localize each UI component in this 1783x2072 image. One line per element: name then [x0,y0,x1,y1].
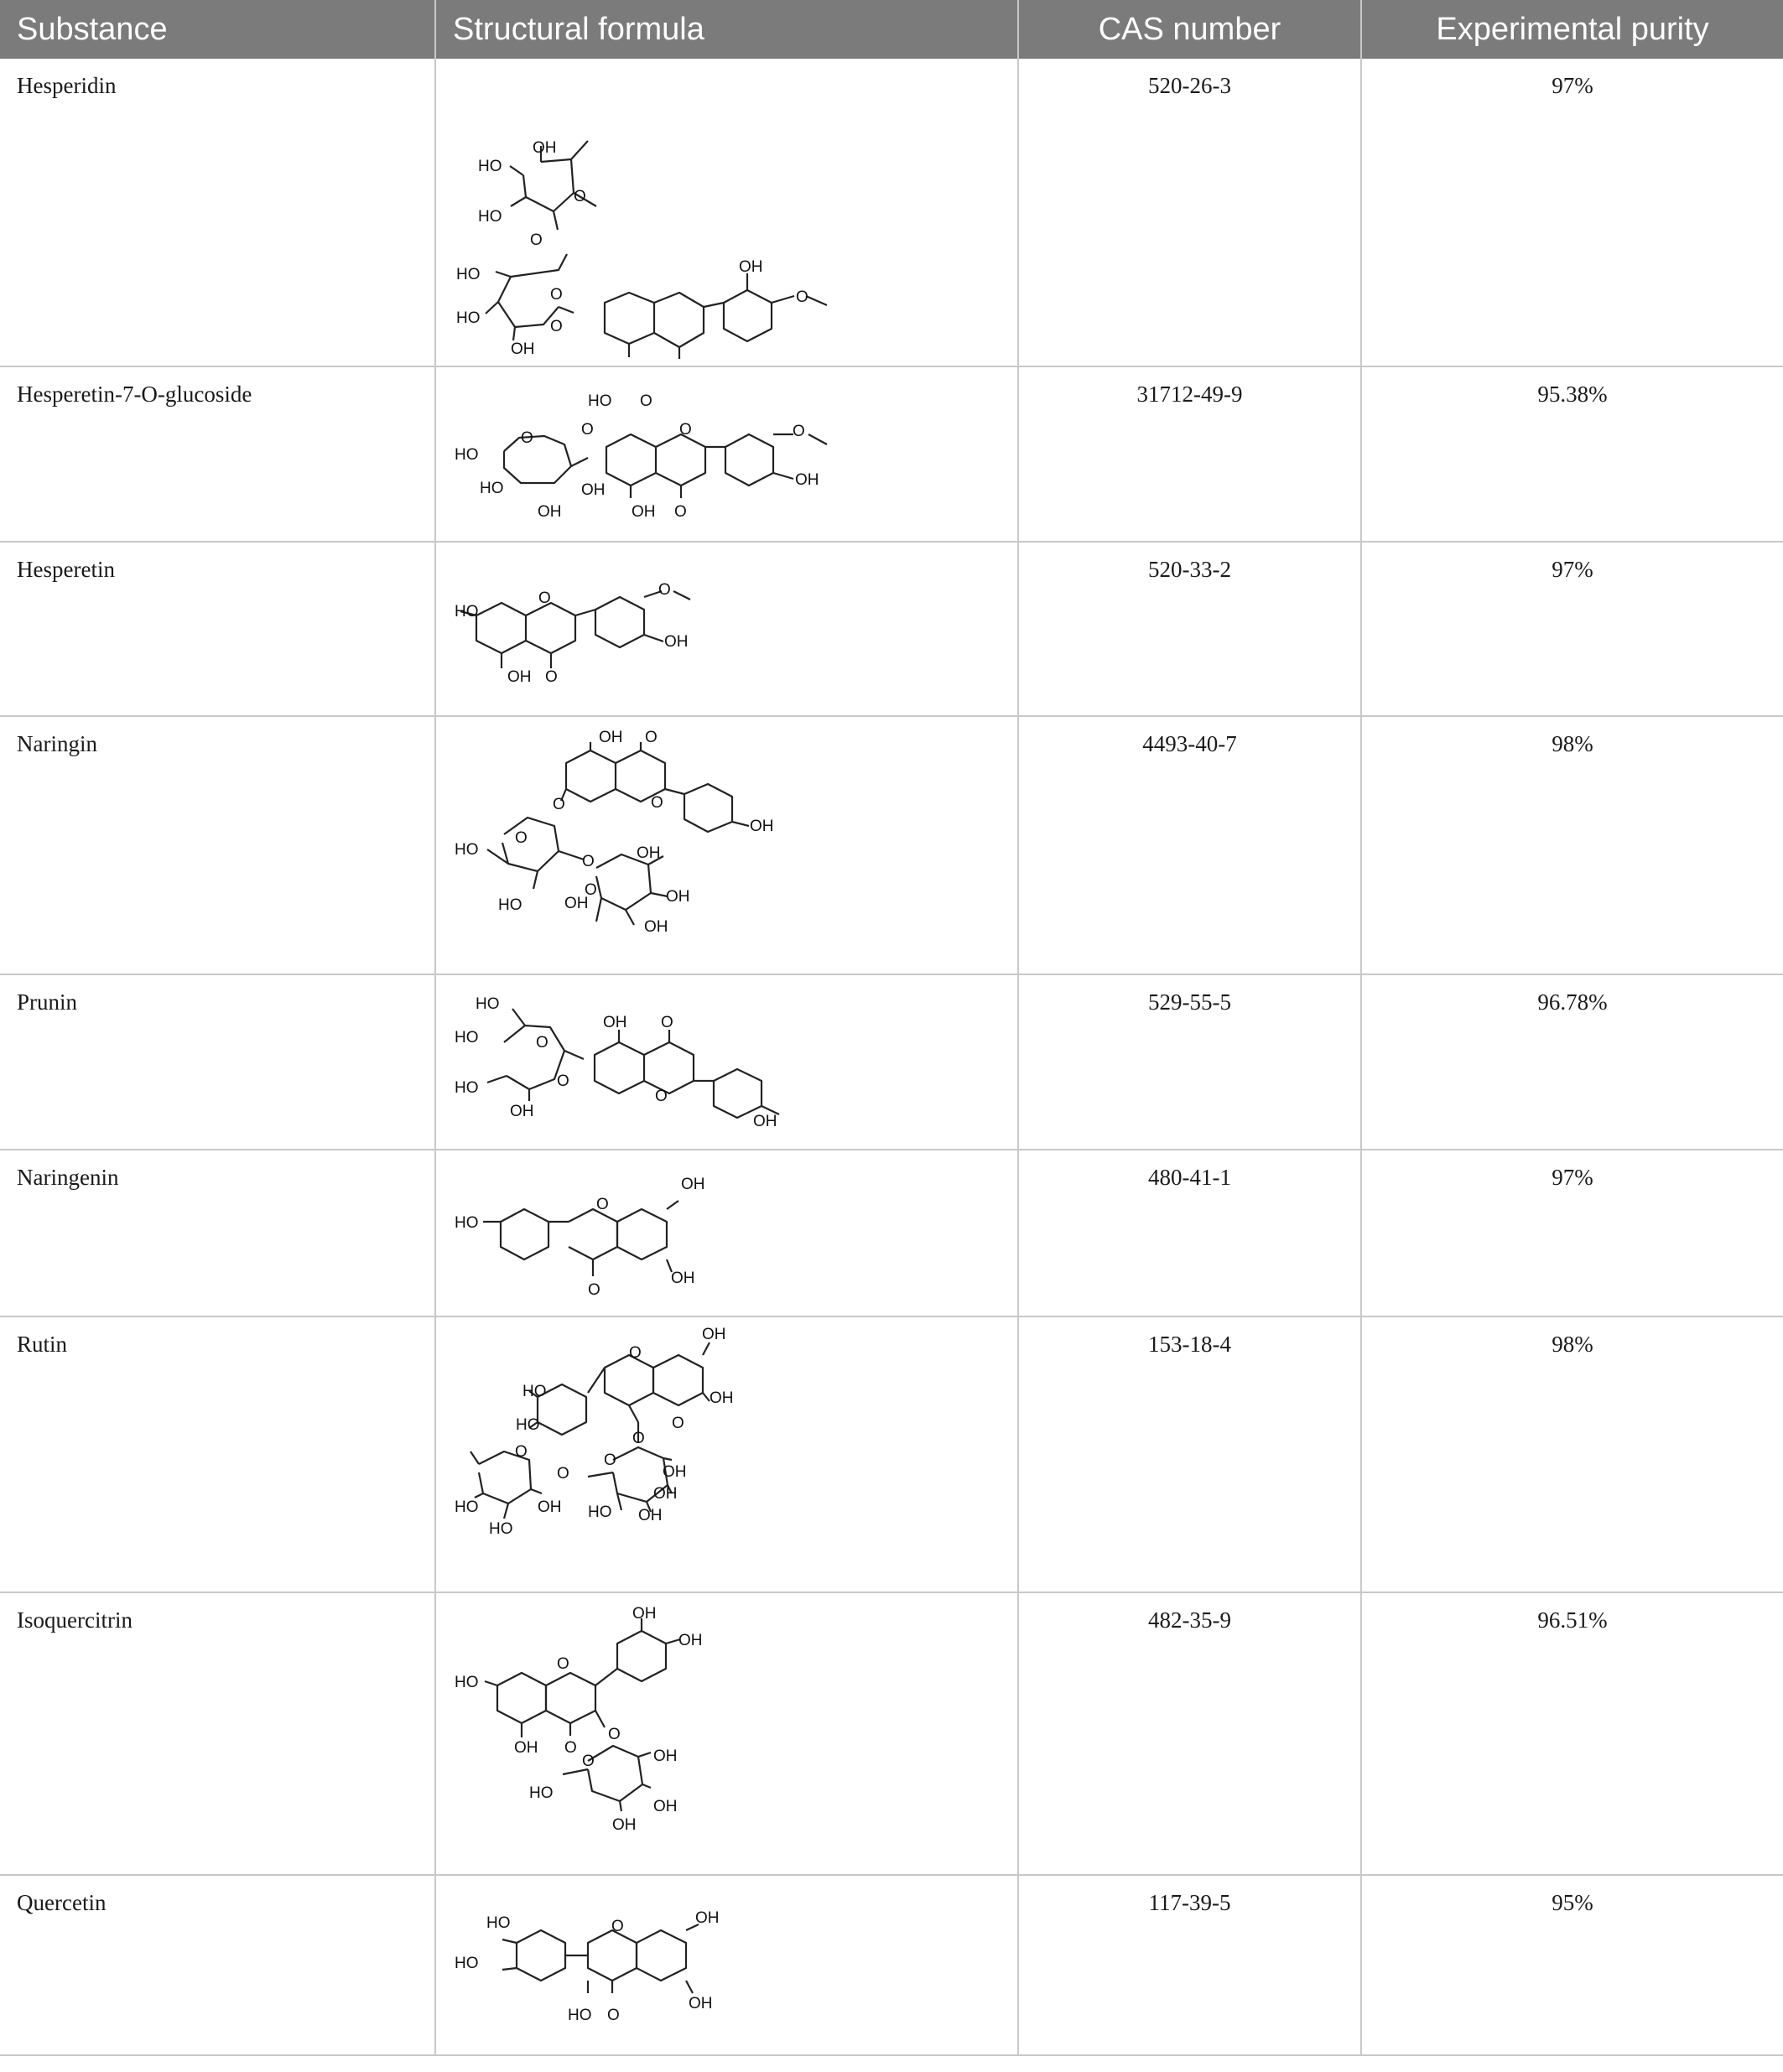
atom-label: O [582,853,595,870]
structure-prunin [436,975,1017,1150]
structure-cell [435,366,1018,542]
experimental-purity: 98% [1361,716,1783,974]
atom-label: OH [533,139,557,157]
atom-label: O [550,286,563,304]
structure-cell [435,1150,1018,1316]
atom-label: OH [564,895,589,912]
atom-label: OH [663,1463,687,1481]
structure-cell [435,974,1018,1150]
table-row [0,59,1783,366]
atom-label: HO [489,1520,513,1538]
atom-label: OH [689,1995,713,2012]
substance-name: Isoquercitrin [0,1592,435,1875]
atom-label: O [515,1443,528,1461]
atom-label: OH [514,1739,538,1757]
structure-naringin [436,717,1017,975]
atom-label: O [530,231,543,249]
table-row [0,542,1783,716]
atom-label: OH [695,1909,720,1927]
atom-label: HO [478,208,502,226]
atom-label: O [582,1753,595,1770]
atom-label: O [604,1451,616,1469]
atom-label: O [679,421,692,439]
atom-label: O [521,429,533,447]
experimental-purity: 97% [1361,542,1783,716]
atom-label: O [629,1344,642,1362]
atom-label: OH [795,471,819,489]
table-row [0,1316,1783,1592]
table-row [0,974,1783,1150]
atom-label: O [607,2007,620,2024]
atom-label: O [640,392,652,410]
atom-label: O [655,1088,668,1105]
cas-number: 520-26-3 [1018,59,1361,366]
atom-label: O [574,188,586,205]
atom-label: OH [507,668,532,686]
cas-number: 482-35-9 [1018,1592,1361,1875]
atom-label: HO [476,995,500,1013]
table-row [0,1875,1783,2055]
atom-label: HO [478,158,502,175]
atom-label: O [658,581,671,599]
atom-label: OH [664,633,689,651]
atom-label: HO [516,1416,540,1434]
substance-name: Prunin [0,974,435,1150]
atom-label: O [557,1465,569,1483]
experimental-purity: 97% [1361,59,1783,366]
atom-label: OH [581,481,606,499]
atom-label: OH [750,818,774,835]
cas-number: 153-18-4 [1018,1316,1361,1592]
structure-cell [435,1875,1018,2055]
atom-label: O [651,794,663,812]
experimental-purity: 97% [1361,1150,1783,1316]
atom-label: O [581,421,594,439]
atom-label: HO [455,603,479,621]
cas-number: 117-39-5 [1018,1875,1361,2055]
cas-number: 31712-49-9 [1018,366,1361,542]
atom-label: HO [480,480,504,497]
experimental-purity: 95.38% [1361,366,1783,542]
atom-label: OH [671,1270,695,1287]
atom-label: O [588,1281,600,1299]
atom-label: HO [455,1955,479,1972]
atom-label: O [796,288,808,306]
structure-cell [435,542,1018,716]
atom-label: OH [638,1507,663,1524]
atom-label: HO [529,1784,554,1802]
experimental-purity: 95% [1361,1875,1783,2055]
structure-cell [435,1592,1018,1875]
atom-label: O [536,1034,548,1052]
atom-label: O [661,1014,673,1031]
atom-label: O [674,503,687,521]
structure-cell [435,1316,1018,1592]
header-cas-number: CAS number [1018,0,1361,59]
atom-label: O [672,1415,684,1432]
atom-label: OH [702,1326,726,1343]
atom-label: O [632,1430,645,1447]
atom-label: OH [653,1485,678,1503]
experimental-purity: 98% [1361,1316,1783,1592]
atom-label: OH [681,1176,705,1193]
atom-label: OH [538,503,562,521]
atom-label: HO [568,2007,592,2024]
substance-name: Hesperidin [0,59,435,366]
atom-label: O [596,1196,609,1213]
atom-label: HO [455,1214,479,1232]
experimental-purity: 96.78% [1361,974,1783,1150]
structure-quercetin [436,1876,1017,2056]
atom-label: OH [599,729,623,746]
cas-number: 480-41-1 [1018,1150,1361,1316]
atom-label: O [793,423,805,440]
header-structural-formula: Structural formula [435,0,1018,59]
substance-name: Naringin [0,716,435,974]
atom-label: O [545,668,558,686]
atom-label: O [553,796,565,813]
atom-label: HO [455,1029,479,1046]
experimental-purity: 96.51% [1361,1592,1783,1875]
table-row [0,366,1783,542]
atom-label: OH [511,340,535,358]
cas-number: 4493-40-7 [1018,716,1361,974]
atom-label: OH [739,258,763,276]
atom-label: O [550,318,563,335]
structure-rutin [436,1317,1017,1593]
atom-label: OH [678,1632,703,1649]
substance-name: Naringenin [0,1150,435,1316]
atom-label: OH [753,1113,777,1130]
atom-label: O [538,589,551,607]
atom-label: OH [538,1498,562,1516]
atom-label: OH [603,1014,627,1031]
atom-label: O [557,1072,569,1090]
atom-label: HO [455,1079,479,1097]
substance-name: Quercetin [0,1875,435,2055]
atom-label: O [564,1739,577,1757]
header-substance: Substance [0,0,435,59]
atom-label: OH [632,1605,657,1623]
structure-cell [435,716,1018,974]
atom-label: O [611,1918,624,1935]
atom-label: HO [486,1914,511,1932]
atom-label: HO [588,1503,612,1521]
structure-hesperidin [436,59,1017,410]
atom-label: HO [455,446,479,464]
atom-label: HO [588,392,612,410]
cas-number: 520-33-2 [1018,542,1361,716]
atom-label: HO [456,309,481,327]
substance-name: Rutin [0,1316,435,1592]
atom-label: HO [455,841,479,859]
atom-label: OH [666,888,690,906]
atom-label: HO [522,1383,547,1400]
atom-label: HO [498,896,522,914]
table-row [0,1592,1783,1875]
atom-label: OH [637,844,661,862]
atom-label: HO [455,1498,479,1516]
structure-cell [435,59,1018,410]
atom-label: OH [510,1103,534,1120]
atom-label: O [608,1726,621,1743]
structure-naringenin [436,1150,1017,1317]
atom-label: O [515,829,528,847]
substance-name: Hesperetin-7-O-glucoside [0,366,435,542]
table-row [0,716,1783,974]
structure-hesperetin-7-o-glucoside [436,367,1017,543]
substance-name: Hesperetin [0,542,435,716]
atom-label: OH [644,918,668,936]
atom-label: O [557,1655,569,1673]
atom-label: OH [710,1389,734,1407]
atom-label: O [585,881,597,899]
cas-number: 529-55-5 [1018,974,1361,1150]
atom-label: HO [455,1674,479,1691]
atom-label: OH [653,1747,678,1765]
header-experimental-purity: Experimental purity [1361,0,1783,59]
structure-hesperetin [436,543,1017,717]
header-row [0,0,1783,59]
table-row [0,1150,1783,1316]
structure-isoquercitrin [436,1593,1017,1876]
atom-label: OH [632,503,656,521]
atom-label: O [645,729,658,746]
atom-label: OH [653,1798,678,1815]
atom-label: OH [612,1816,637,1834]
atom-label: HO [456,266,481,283]
